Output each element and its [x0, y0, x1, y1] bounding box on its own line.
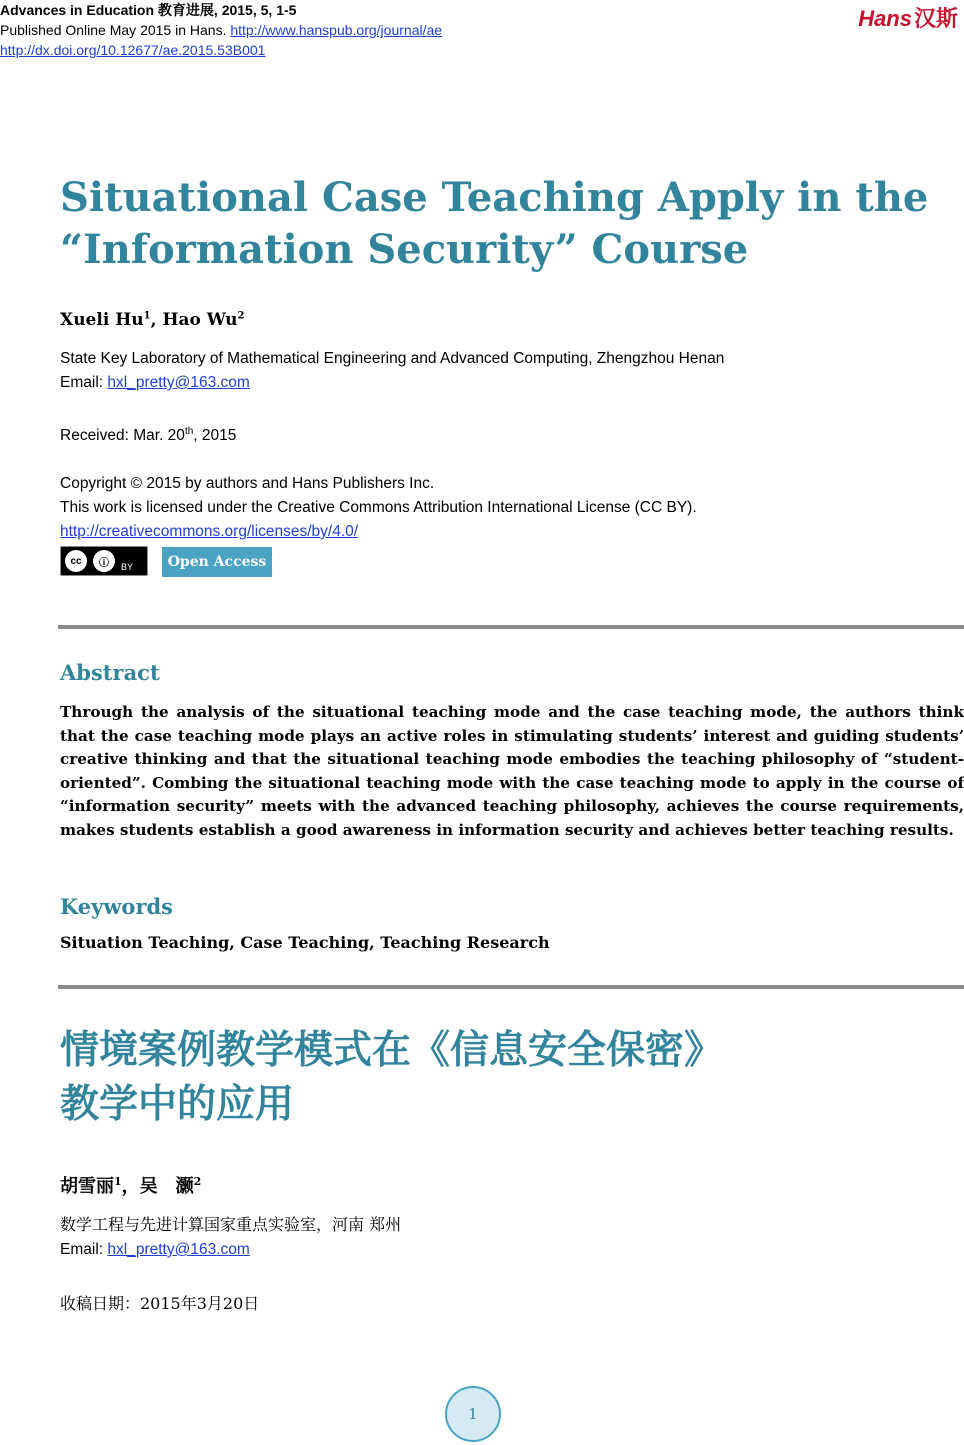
author-cn-1: 胡雪丽 — [60, 1176, 114, 1197]
published-line — [0, 20, 442, 40]
page-number: 1 — [445, 1386, 501, 1442]
title-cn-line1: 情境案例教学模式在《信息安全保密》 — [60, 1028, 724, 1073]
abstract-heading: Abstract — [60, 660, 160, 685]
affiliation-cn: 数学工程与先进计算国家重点实验室，河南 郑州 — [60, 1215, 402, 1234]
logo-cn: 汉斯 — [913, 6, 958, 31]
logo-latin: Hans — [858, 6, 912, 31]
title-en-line2: “Information Security” Course — [60, 226, 749, 273]
publisher-logo — [858, 2, 958, 33]
author-separator: , — [150, 310, 163, 330]
author-2-affil: 2 — [237, 310, 245, 322]
author-1-affil: 1 — [143, 310, 151, 322]
paper-title-cn — [60, 1024, 940, 1132]
author-1: Xueli Hu — [60, 310, 144, 330]
email-line-en — [60, 371, 250, 395]
cc-icon: cc — [65, 550, 87, 572]
license-url-link[interactable]: http://creativecommons.org/licenses/by/4.0/ — [60, 523, 359, 540]
received-date-en — [60, 420, 236, 448]
affiliation-en: State Key Laboratory of Mathematical Engineering and Advanced Computing, Zhengzhou Henan — [60, 350, 725, 367]
email-label: Email: — [60, 374, 104, 391]
doi-link[interactable]: http://dx.doi.org/10.12677/ae.2015.53B001 — [0, 42, 266, 58]
journal-url-link[interactable]: http://www.hanspub.org/journal/ae — [230, 22, 443, 38]
journal-citation: Advances in Education 教育进展, 2015, 5, 1-5 — [0, 2, 297, 18]
license-line: This work is licensed under the Creative Commons Attribution International License (CC BY). — [60, 499, 697, 516]
authors-cn — [60, 1172, 201, 1198]
published-prefix: Published Online May 2015 in Hans. — [0, 22, 227, 38]
author-cn-2-affil: 2 — [193, 1175, 202, 1188]
attribution-icon: ⓘ — [93, 550, 115, 572]
author-cn-separator: ， — [121, 1176, 140, 1197]
paper-title-en — [60, 172, 940, 276]
journal-header — [0, 0, 442, 60]
divider-top — [58, 625, 964, 629]
cc-by-badge[interactable] — [60, 546, 148, 576]
email-label-cn: Email: — [60, 1241, 104, 1258]
author-cn-2: 吴 灏 — [139, 1176, 194, 1197]
received-date-cn: 收稿日期：2015年3月20日 — [60, 1294, 260, 1313]
email-link-cn[interactable]: hxl_pretty@163.com — [107, 1241, 250, 1258]
email-link[interactable]: hxl_pretty@163.com — [107, 374, 250, 391]
title-cn-line2: 教学中的应用 — [60, 1082, 295, 1127]
received-suffix: , 2015 — [193, 427, 237, 445]
divider-bottom — [58, 985, 964, 989]
copyright-line: Copyright © 2015 by authors and Hans Publishers Inc. — [60, 475, 435, 492]
author-cn-1-affil: 1 — [114, 1175, 122, 1188]
keywords-text: Situation Teaching, Case Teaching, Teaching Research — [60, 933, 550, 952]
authors-en — [60, 310, 245, 330]
received-prefix: Received: Mar. 20 — [60, 427, 185, 445]
cc-by-label: BY — [121, 562, 134, 572]
open-access-badge: Open Access — [162, 547, 272, 577]
email-line-cn — [60, 1238, 250, 1262]
received-sup: th — [184, 426, 194, 437]
keywords-heading: Keywords — [60, 894, 174, 919]
title-en-line1: Situational Case Teaching Apply in the — [60, 174, 929, 221]
abstract-text: Through the analysis of the situational teaching mode and the case teaching mode, the authors think that the case teaching mode plays an active roles in stimulating students’ interest and guiding students’ creative thinking and that the situational teaching mode embodies the teaching philosophy of “student-oriented”. Combing the situational teaching mode with the case teaching mode to apply in the course of “information security” meets with the advanced teaching philosophy, achieves the course requirements, makes students establish a good awareness in information security and achieves better teaching results. — [60, 703, 964, 839]
author-2: Hao Wu — [162, 310, 238, 330]
